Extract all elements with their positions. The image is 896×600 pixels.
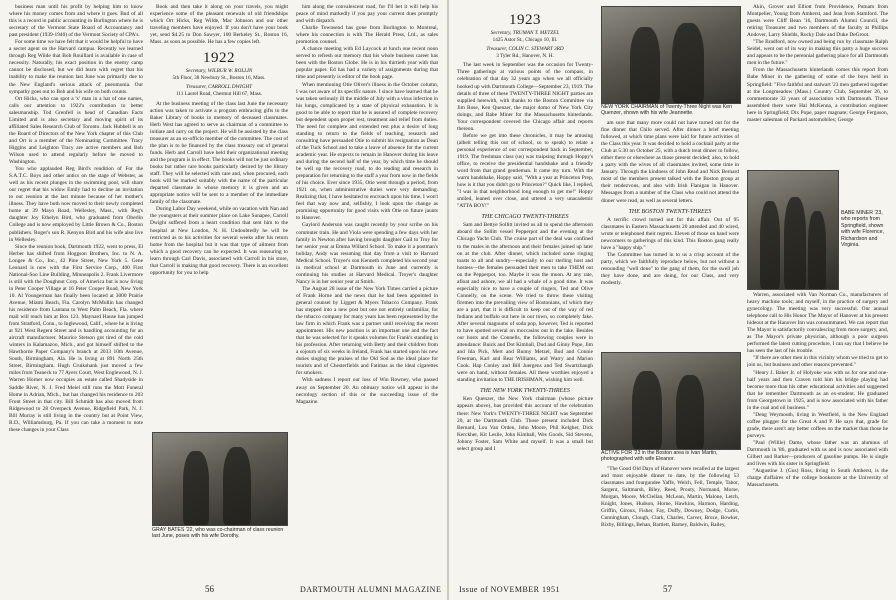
paragraph: Charlie Townsend has gone from Burlington to Montreal, where his connection is with The Herald Press, Ltd., as sales promotion counsel. bbox=[296, 25, 438, 46]
paragraph: "The Bradford, now owned and being run by classmate Ralph Seidel, went out of its way in making this party a huge success and appears to be the perennial gathering place for all Dartmouth men in the future." bbox=[747, 39, 888, 67]
class-1923-secretary: Secretary, TRUMAN T. METZEL bbox=[490, 30, 560, 36]
right-column-2-bottom bbox=[601, 466, 739, 566]
class-1922-treasurer: Treasurer, CARROLL DWIGHT bbox=[186, 84, 252, 91]
paragraph: The Committee has turned in to us a crisp account of the party, which we faithfully reproduce below, but not without a resounding "well done" to the gang of them, for the swell job they have done, and are doing, for our Class, and very modestly. bbox=[601, 251, 739, 286]
page-number-right: 57 bbox=[663, 584, 672, 594]
photo-babe-miner bbox=[747, 170, 839, 290]
class-1923-heading: 1923 bbox=[509, 12, 541, 28]
right-column-3-bottom bbox=[747, 292, 888, 568]
photo-ivan-martin bbox=[601, 352, 741, 450]
paragraph: Since the reunion book, Dartmouth 1922, went to press, El Herber has shifted from Hoggson Brothers, Inc. to N. A. Longee & Co., Inc., 42 Pine Street, New York 5. Gene Leonard is now with the First Service Corp., 400 First National-Soo Line Building, Minneapolis 2. Frank Livermore is still with the Doughnut Corp. of America but is now living in Peter Cooper Village at 16 Peter Cooper Road, New York 10. Al Youngerman has finally been located at 3000 Prairie Avenue, Miami Beach, Fla. Carolyn McMullin has changed his residence from Lantana to West Palm Beach, Fla. where mail will reach him at Box 123. Maynard Hause has jumped from Stratford, Conn., to Inglewood, Calif., where he is living at 921 West Regent Street and is handling accounting for an aircraft manufacturer. Maurice Stetson got tired of the cold winters in Kalamazoo, Mich., and got himself shifted to the Hawthorne Paper Company's branch at 2033 10th Avenue, South, Birmingham, Ala. He is living at 891 North 25th Street, Birmingham. Hugh Cruikshank just moved a few miles from Teaneck to 77 Ayers Court, West Englewood, N. J. Warren Horner now occupies an estate called Shadyside in Saddle River, N. J. Fred Meiel still runs the Mott Funeral Home in Adrian, Mich., but has changed his residence to 203 Front Street in that city. Bill Schmidt has also moved from Ridgewood to 28 Overpeck Avenue, Ridgefield Park, N. J. Bill Murray is still living in the country but at Point View, R.D., Williamsburg, Pa. If you can take a moment to note these changes in your Class bbox=[9, 243, 143, 433]
class-1922-treasurer-address: 111 Laurel Road, Chestnut Hill 67, Mass. bbox=[175, 91, 263, 98]
paragraph: A chance meeting with Ed Laycock at lunch one recent noon served to refresh our memory that his whole business career has been with the Boston Globe. He is in his thirtieth year with that popular paper. Ed has had a variety of assignments during that time and presently is editor of the book page. bbox=[296, 46, 438, 81]
paragraph: Book and then take it along on your travels, you might experience some of the pleasant renewals of old friendships which Ort Hicks, Reg Wilde, Mac Johnson and our other traveling members have enjoyed. If you don't have your book yet, send $4.25 to Don Sawyer, 100 Berkeley St., Boston 16, Mass. as soon as possible. He has a few copies left. bbox=[150, 4, 288, 46]
paragraph: From the Massachusetts hinterlands comes this report from Babe Miner in the gathering of some of the boys held in Springfield: "Five faithful and stalwart '23 men gathered together at the Longmeadow (Mass.) Country Club, September 26, to commemorate 32 years of association with Dartmouth. Those assembled there were Hal McKenna, a contribution engineer here in Springfield; Dix Pope, paper magnate; George Ferguson, master salesman of Packard automobiles; George bbox=[747, 67, 888, 123]
section-boston-heading: THE BOSTON TWENTY-THREES bbox=[628, 208, 712, 215]
photo-ken-quenzer bbox=[601, 6, 741, 104]
paragraph: Warren, associated with Van Norman Co., manufacturers of heavy machine tools; and myself, in the practice of surgery and gynecology. The meeting was very successful. Our annual telephone call to His Honor The Mayor of Hanover at his present hideout at the Hanover Inn was consummated. We can report that The Mayor is satisfactorily convalescing from more surgery, and, as The Mayor's private physician, although a poor surgeon performed the latest cutting procedure, I can say that I believe he has seen the last of his trouble. bbox=[747, 292, 888, 355]
class-1922-heading: 1922 bbox=[203, 50, 235, 67]
paragraph: "The Good Old Days of Hanover were recalled at the largest and most enjoyable dinner to date, by the following 53 classmates and fourgundee Yaffe, Welch, Fell, Temple, Tabor, Sargent, Saltmarsh, Biley, Reed, Prouty, Normand, Morse, Morgan, Moore, McClellan, McLean, Martin, Malone, Letch, Knight, Jones, Hudson, Horne, Hawkins, Harmon, Harding, Griffin, Giroux, Fisher, Fay, Duffy, Downey, Dodge, Curtis, Cunningham, Clough, Clark, Charles, Carver, Bruce, Bowker, Bixby, Billings, Behan, Bartlett, Barney, Baldwin, Bailey, bbox=[601, 466, 739, 529]
photo-babe-miner-caption: BABE MINER '23, who reports from Springfield, shown with wife Florence, Richardson and Virginia. bbox=[841, 210, 884, 249]
paragraph: business man until his profit by helping him to know where his money comes from and where it goes. Bud of all this is a record in public accounting in Burlington where he is secretary of the Vermont State Board of Accountancy and past president (1939-1940) of the Vermont Society of CPA's. bbox=[9, 4, 143, 39]
left-column-1 bbox=[9, 4, 143, 552]
paragraph: During Labor Day weekend, while on vacation with Nan and the youngsters at their summer place on Lake Sunapee, Carroll Dwight suffered from a heart condition that sent him to the hospital at New London, N. H. Undoubtedly he will be restricted as to his activities for several weeks after his return home from the hospital but it was that type of ailment from which a good recovery can be expected. It was reassuring to learn through Carl Davis, associated with Carroll in his store, that Carroll is making that good recovery. There is an excellent opportunity for you to help bbox=[150, 206, 288, 276]
photo-ivan-martin-caption: ACTIVE FOR '23 in the Boston area is Ivan Martin, photographed with wife Eleanor. bbox=[601, 450, 718, 463]
section-chicago-heading: THE CHICAGO TWENTY-THREES bbox=[481, 214, 569, 221]
photo-gray-bates-caption: GRAY BATES '22, who was co-chairman of class reunion last June, poses with his wife Dorothy. bbox=[152, 527, 284, 540]
paragraph: "Deng Weymouth, living in Westfield, is the New England coffee plugger for the Great A and P. He says that, grade for grade, there aren't any better coffees on the market than those he purveys. bbox=[747, 411, 888, 439]
paragraph: With sadness I report our loss of Win Rowney, who passed away on September 20. An obituary notice will appear in the necrology section of this or the succeeding issue of the Magazine. bbox=[296, 377, 438, 405]
photo-gray-bates bbox=[152, 432, 288, 526]
class-1922-secretary-address: 5th Floor, 38 Newbury St., Boston 16, Mass. bbox=[172, 74, 266, 81]
right-column-2-top bbox=[601, 120, 739, 348]
photo-ken-quenzer-caption: NEW YORK CHAIRMAN of Twenty-Three Night was Ken Quenzer, shown with his wife Jeannette. bbox=[601, 104, 732, 117]
paragraph: At the business meeting of the class last June the necessary action was taken to activate a program embracing gifts to the Baker Library of books in memory of deceased classmates. Herb West has agreed to serve as chairman of a committee to initiate and carry on the project. He will be assisted by the class treasurer as an ex-officio member of the committee. The cost of the plan is to be financed by the class treasury out of general funds. Herb and Carroll have held their organizational meeting and the program is in effect. The books will not be just ordinary books but rather rare books particularly desired by the library staff. They will be selected with care and, when procured, each book will be marked suitably with the name of the particular departed classmate in whose memory it is given and an appropriate notice will be sent to a member of the immediate family of the classmate. bbox=[150, 100, 288, 206]
right-column-1 bbox=[457, 4, 593, 552]
paragraph: him along the convalescent road, for I'll bet it will help his peace of mind markedly if you pay your current dues promptly and with dispatch. bbox=[296, 4, 438, 25]
page-number-left: 56 bbox=[205, 584, 214, 594]
section-newyork-heading: THE NEW YORK TWENTY-THREES bbox=[480, 388, 570, 395]
footer-magazine-title: DARTMOUTH ALUMNI MAGAZINE bbox=[300, 585, 442, 594]
paragraph: The August 28 issue of the New York Times carried a picture of Frank Horne and the news that he had been appointed in general counsel by Liggett & Myers Tobacco Company. Frank has stepped into a new post but one not entirely unfamiliar, for the tobacco company for many years has been represented by the law firm in which Frank was a partner until receiving the recent appointment. His new position is an important one and the fact that he was selected for it speaks volumes for Frank's standing in his profession. After returning with Betty and their children from a sojourn of six weeks in Ireland, Frank has started upon his new duties singing the praises of the Old Sod as the ideal place for tourists and of Chesterfields and Fatimas as the ideal cigarettes for smokers. bbox=[296, 285, 438, 377]
class-1923-secretary-address: 1425 Astor St., Chicago 10, Ill. bbox=[492, 36, 558, 43]
paragraph: The last week in September was the occasion for Twenty-Three gatherings at various points of the compass, in celebration of that day 32 years ago when we all officially hooked up with Dartmouth College—September 23, 1919. The details of three of these TWENTY-THREE NIGHT parties are supplied herewith, with thanks to the Boston Committee via Jim Rose, Ken Quenzer, the major domo of New York City doings, and Babe Miner for the Massachusetts hinterlands. Your correspondent covered the Chicago affair and reports thereon. bbox=[457, 62, 593, 132]
right-column-3-top bbox=[747, 4, 888, 164]
left-column-3 bbox=[296, 4, 438, 552]
paragraph: Ken Quenzer, the New York chairman (whose picture appears above), has provided this account of the celebration there: New York's TWENTY-THREE NIGHT was September 20, at the Dartmouth Club. Those present included Dick Bernard, Lou Van Orden, John Moore, Phil Kelgher, Dick Kerckher, Kit Leslie, John Kimball, Wes Goods, Sid Stevens, Johnny Foster, Sam White and myself. It was a small but select group and I bbox=[457, 396, 593, 452]
paragraph: For some time we have felt that it would be helpful to have a secret agent on the Harvard campus. Recently we learned through Reg Wilde that Bob Rouillard is available in case of necessity. Naturally, his exact position in the enemy camp cannot be disclosed, but we did learn with regret that his inability to make the reunion last June was primarily due to the New England's serious attack of pneumonia. Our sympathy goes out to Bob and his wife on both counts. bbox=[9, 39, 143, 95]
left-page bbox=[0, 0, 447, 600]
paragraph: "Paul (Willie) Dame, whose father was an alumnus of Dartmouth in '86, graduated with us and is now associated with Gilbert and Barker—producers of gasoline pumps. He is single and lives with his sister in Springfield. bbox=[747, 439, 888, 468]
paragraph: Sam and Bettye Sollitt invited us all to spend the afternoon aboard the Sollitt vessel Pepperpot and the evening at the Chicago Yacht Club. The cruise part of the deal was confined to the males in the afternoon and their females joined up later on at the club. After dinner, which included some ringing toasts to all and sundry—especially to our sterling host and hostess—the females persuaded their men to take THEM out on the Pepperpot, too. Maybe it was the moon. At any rate, afloat and ashore, we all had a whale of a good time. It was especially nice to have a couple of ringers, Ted and Olive Connelly, on the scene. We tried to throw these visiting firemen into the prevailing view of Bostonians, of which they are a part, that it is difficult to keep out of the way of red Indians and buffalo out here in our town, so completely fake. After several magnums of soda pop, however, Ted is reported to have spotted several on moccasins out in the lake. Besides our hosts and the Connells, the following couples were in attendance: Buick and Dot Kimball, Dud and Ginny Pope, Jim and Ida Pick, Mert and Bunny Metzel, Bud and Connie Freeman, Karl and Bear Williams, and Warry and Marion Cook. Hap Conley and Bill Juergens and Ted Swartzbaugh were on hand, without females. All these worthies enjoyed a standing invitation to THE IRISHMAN, wishing him well. bbox=[457, 222, 593, 384]
paragraph: Gaylord Anderson was caught recently by your scribe on his commuter train. He and Viola were spending a few days with her family in Newton after having brought daughter Gail to Troy for her senior year at Emma Willard School. To make it a postman's holiday, Andy was resuming that day from a visit to Harvard Medical School. Troyer's son Kenneth completed his second year in medical school at Dartmouth in June and currently is continuing his studies at Harvard Medical. Troyer's daughter Nancy is in her senior year at Smith. bbox=[296, 222, 438, 285]
paragraph: You who applauded Reg Bird's rendition of For the S.A.T.C. Boys and other antics on the stage of Webster, as well as his recent plunges in the swimming pool, will share our regret that his widow Emily had to decline an invitation to our reunion at the last minute because of her mother's illness. They have both now moved to their newly completed home at 39 Mayo Road, Wellesley, Mass., with Reg's daughter Joy Ethelyn Bird, who graduated from Oberlin College and is now employed by Little Brown & Co., Boston publishers. Roger's son R. Kenyon Bird and his wife also live in Wellesley. bbox=[9, 166, 143, 243]
right-page bbox=[449, 0, 896, 600]
class-1923-treasurer: Treasurer, COLIN C. STEWART 3RD bbox=[486, 46, 564, 53]
paragraph: "If there are other men in this vicinity whom we tried to get to join us, but business and other reasons prevented." bbox=[747, 355, 888, 369]
paragraph: Ort Hicks, who can spot a 'x' man in a hat of one names, calls our attention to 1922's contribution to better salesmanship. Tod Grenfell is head of Canadian Facts Limited and is also secretary and moving spirit of its affiliated Sales Research Club of Toronto. Jack Hubbell is on the Board of Directors of the New York chapter of this Club and Ort is a member of the Nominating Committee. Tracy Higgins and Leighton Tracy are active members and Bob Wilson used to attend regularly before he moved to Washington. bbox=[9, 95, 143, 166]
paragraph: am sure that many more could not have turned out for the fine dinner that Chilo served. After dinner a brief meeting followed, at which time plans were laid for future activities of the Class this year. It was decided to hold a cocktail party at the Club at 5:30 on October 25, with a dutch treat dinner to follow, either there or elsewhere as those present decided; also, to hold a party with the wives of all classmates invited, some time in January. Through the kindness of John Read and Nick Bernard most of the members present talked with the Boston group at their rendezvous, and also with Irish Flanigan in Hanover. Messages from a number of the Class who could not attend the dinner were read, as well as several letters. bbox=[601, 120, 739, 204]
paragraph: When mentioning Otie Oliver's illness in the October column, I was not aware of its specific nature. I since have learned that he was taken seriously ill the middle of July with a virus infection in his lungs, complicated by a state of physical exhaustion. It is good to be able to report that he is assured of complete recovery but dependent upon proper rest, treatment and relief from duties. The need for complete and extended rest plus a desire of long standing to return to the fields of teaching, research and consulting have persuaded Otie to submit his resignation as Dean of the Tuck School and to take a leave of absence for the current academic year. He expects to remain in Hanover during his leave and during the second half of the year, by which time he should be well up the recovery road, to do reading and research in preparation for returning to the staff a year from now in the fields of his choice. Ever since 1935, Otie went through a period, from 1921 on, when administrative duties were very demanding. Realizing that, I have hesitated to encroach upon his time. I won't feel that way now and, selfishly, I look upon the change as promising opportunity for good visits with Otie on future jaunts to Hanover. bbox=[296, 81, 438, 222]
paragraph: Akin, Grover and Elliott from Providence, Putnam from Montpelier, Young from Amherst, and Jean from Stamford. The guests were Cliff Bean '16, Dartmouth Alumni Council, the retiring Treasurer and two members of the faculty at Phillips Andover, Larry Shields, Rocky Dale and Duke DeGroot. bbox=[747, 4, 888, 39]
paragraph: A terrific crowd turned out for this affair. Out of 95 classmates in Eastern Massachusetts 20 attended and 40 wired, wrote or telephoned their regrets. Eleven of those on hand were newcomers to gatherings of this kind. This Boston gang really have a "happy ship." bbox=[601, 216, 739, 251]
class-1923-treasurer-address: 3 Tyler Rd., Hanover, N. H. bbox=[496, 52, 554, 59]
paragraph: "Augustine J. (Gus) Ross, living in South Amherst, is the charge d'affaires of the college bookstore at the University of Massachusetts. bbox=[747, 468, 888, 489]
paragraph: Before we get into these chronicles, it may be amusing (albeit telling this out of school, so to speak) to relate a personal experience of our correspondent back in September, 1919. The freshman class (us) was traipsing through Hoppy's office, to receive the presidential handshake and a friendly word from that grand gentleman. It came my turn. With the warm handshake, Hoppy said, "With a year at Princeton Prep, how is it that you didn't go to Princeton?" Quick like, I replied, "I was in that neighborhood long enough to get me!" Hoppy smiled, leaned over close, and uttered a very unacademic "ATTA BOY!" bbox=[457, 132, 593, 210]
class-1922-secretary: Secretary, WILBUR W. ROLLIN bbox=[185, 68, 253, 75]
paragraph: "Henry J. Baker Jr. of Holyoke was with us for one and one-half years and then Craven told him his bridge playing had become more than his other educational activities and suggested that he remember Dartmouth as an ex-student. He graduated from Georgetown in 1925, and is now associated with his father in the coal and oil business." bbox=[747, 369, 888, 411]
footer-issue-date: Issue of NOVEMBER 1951 bbox=[459, 585, 560, 594]
